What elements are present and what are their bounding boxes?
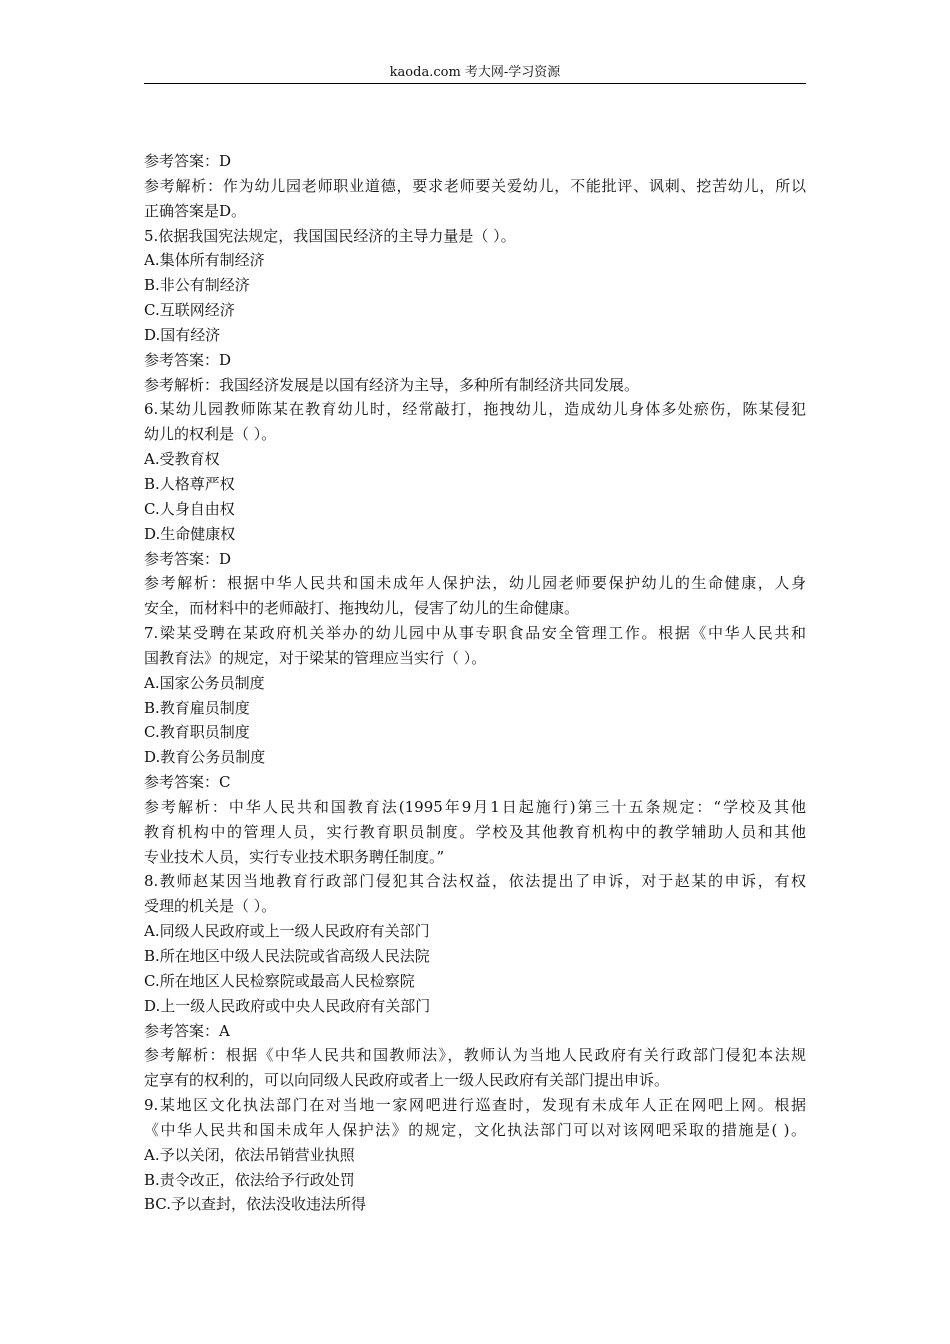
text-line: A.集体所有制经济 xyxy=(144,251,265,270)
text-line: A.受教育权 xyxy=(144,450,220,469)
text-line: 专业技术人员，实行专业技术职务聘任制度。” xyxy=(144,847,445,866)
text-line: C.人身自由权 xyxy=(144,499,235,518)
text-line: 教育机构中的管理人员，实行教育职员制度。学校及其他教育机构中的教学辅助人员和其他 xyxy=(144,822,806,841)
text-line: C.互联网经济 xyxy=(144,301,235,320)
header-title: 考大网-学习资源 xyxy=(464,65,561,80)
text-line: 参考解析：中华人民共和国教育法(1995年9月1日起施行)第三十五条规定：“学校及其他 xyxy=(144,797,806,816)
text-line: 参考答案：D xyxy=(144,549,232,568)
text-line: A.国家公务员制度 xyxy=(144,673,265,692)
text-line: 参考答案：A xyxy=(144,1021,230,1040)
text-line: D.生命健康权 xyxy=(144,524,236,543)
text-line: 定享有的权利的，可以向同级人民政府或者上一级人民政府有关部门提出申诉。 xyxy=(144,1071,670,1090)
text-line: B.所在地区中级人民法院或省高级人民法院 xyxy=(144,947,430,965)
text-line: 7.梁某受聘在某政府机关举办的幼儿园中从事专职食品安全管理工作。根据《中华人民共和 xyxy=(144,624,806,643)
text-line: 参考解析：作为幼儿园老师职业道德，要求老师要关爱幼儿，不能批评、讽刺、挖苦幼儿，所以 xyxy=(144,176,806,195)
text-line: 6.某幼儿园教师陈某在教育幼儿时，经常敲打，拖拽幼儿，造成幼儿身体多处瘀伤，陈某侵犯 xyxy=(144,400,806,419)
text-line: 参考答案：C xyxy=(144,773,231,792)
text-line: C.教育职员制度 xyxy=(144,723,250,742)
text-line: 正确答案是D。 xyxy=(144,201,247,220)
text-line: 受理的机关是（ ）。 xyxy=(144,897,277,916)
text-line: D.国有经济 xyxy=(144,325,221,344)
text-line: 参考答案：D xyxy=(144,350,232,369)
page-header xyxy=(144,64,806,82)
text-line: 5.依据我国宪法规定，我国国民经济的主导力量是（ ）。 xyxy=(144,226,516,245)
text-line: C.所在地区人民检察院或最高人民检察院 xyxy=(144,971,415,990)
text-line: A.同级人民政府或上一级人民政府有关部门 xyxy=(144,922,430,941)
header-site: kaoda.com xyxy=(389,65,461,80)
text-line: B.责令改正，依法给予行政处罚 xyxy=(144,1170,355,1189)
text-line: BC.予以查封，依法没收违法所得 xyxy=(144,1195,367,1214)
text-line: 8.教师赵某因当地教育行政部门侵犯其合法权益，依法提出了申诉，对于赵某的申诉，有权 xyxy=(144,872,806,891)
text-line: 国教育法》的规定，对于梁某的管理应当实行（ ）。 xyxy=(144,648,487,667)
document-body xyxy=(144,149,806,1217)
text-line: 参考答案：D xyxy=(144,152,232,170)
text-line: 9.某地区文化执法部门在对当地一家网吧进行巡查时，发现有未成年人正在网吧上网。根据 xyxy=(144,1096,806,1115)
text-line: 参考解析：根据中华人民共和国未成年人保护法，幼儿园老师要保护幼儿的生命健康，人身 xyxy=(144,574,806,593)
text-line: B.非公有制经济 xyxy=(144,276,250,295)
text-line: 安全，而材料中的老师敲打、拖拽幼儿，侵害了幼儿的生命健康。 xyxy=(144,599,580,618)
header-rule xyxy=(144,83,806,84)
text-line: A.予以关闭，依法吊销营业执照 xyxy=(144,1145,355,1164)
text-line: 《中华人民共和国未成年人保护法》的规定，文化执法部门可以对该网吧采取的措施是( )。 xyxy=(144,1120,806,1139)
text-line: D.教育公务员制度 xyxy=(144,748,266,767)
text-line: 参考解析：根据《中华人民共和国教师法》，教师认为当地人民政府有关行政部门侵犯本法规 xyxy=(144,1046,806,1065)
text-line: 参考解析：我国经济发展是以国有经济为主导，多种所有制经济共同发展。 xyxy=(144,375,640,394)
text-line: D.上一级人民政府或中央人民政府有关部门 xyxy=(144,996,431,1015)
text-line: B.人格尊严权 xyxy=(144,474,235,493)
text-line: B.教育雇员制度 xyxy=(144,698,250,717)
text-line: 幼儿的权利是（ ）。 xyxy=(144,425,277,444)
